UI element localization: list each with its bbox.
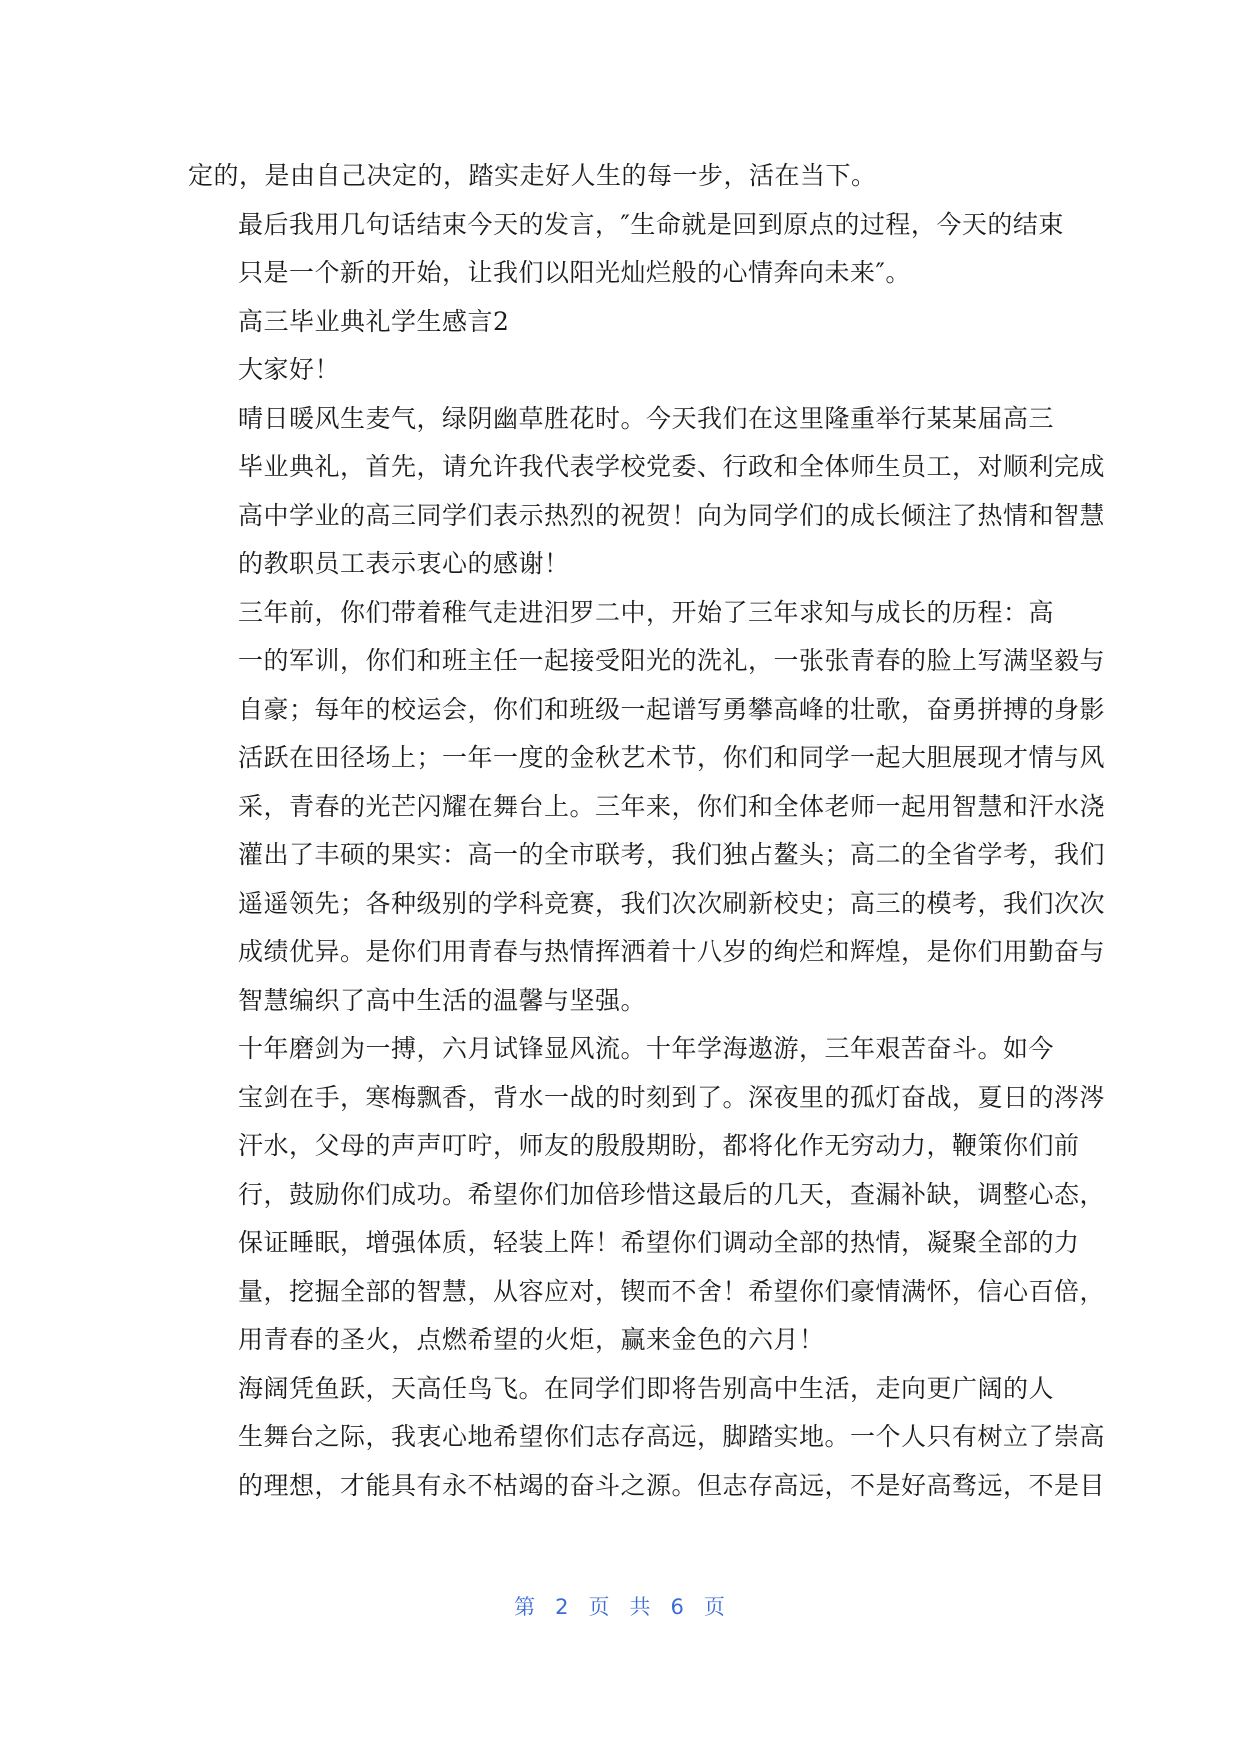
text-line: 智慧编织了高中生活的温馨与坚强。 — [238, 985, 647, 1015]
text-line: 大家好！ — [238, 355, 341, 384]
paragraph — [188, 152, 1052, 201]
footer-word-gong: 共 — [629, 1595, 653, 1619]
text-line: 采，青春的光芒闪耀在舞台上。三年来，你们和全体老师一起用智慧和汗水浇 — [238, 791, 1106, 821]
text-line: 自豪；每年的校运会，你们和班级一起谱写勇攀高峰的壮歌，奋勇拼搏的身影 — [238, 694, 1106, 724]
text-line: 高三毕业典礼学生感言2 — [238, 306, 510, 336]
text-line: 遥遥领先；各种级别的学科竞赛，我们次次刷新校史；高三的模考，我们次次 — [238, 888, 1106, 918]
paragraph — [188, 1025, 1106, 1365]
document-body — [188, 152, 1106, 1510]
page-footer — [0, 1591, 1241, 1621]
text-line: 用青春的圣火，点燃希望的火炬，赢来金色的六月！ — [238, 1325, 825, 1354]
text-line: 三年前，你们带着稚气走进汨罗二中，开始了三年求知与成长的历程：高 — [238, 597, 1055, 627]
paragraph — [188, 298, 1052, 347]
text-line: 只是一个新的开始，让我们以阳光灿烂般的心情奔向未来″。 — [238, 258, 911, 287]
text-line: 成绩优异。是你们用青春与热情挥洒着十八岁的绚烂和辉煌，是你们用勤奋与 — [238, 937, 1106, 966]
footer-word-di: 第 — [514, 1595, 538, 1619]
text-line: 高中学业的高三同学们表示热烈的祝贺！向为同学们的成长倾注了热情和智慧 — [238, 500, 1106, 530]
text-line: 十年磨剑为一搏，六月试锋显风流。十年学海遨游，三年艰苦奋斗。如今 — [238, 1034, 1055, 1063]
paragraph — [188, 201, 1064, 298]
text-line: 晴日暖风生麦气，绿阴幽草胜花时。今天我们在这里隆重举行某某届高三 — [238, 403, 1055, 433]
text-line: 海阔凭鱼跃，天高任鸟飞。在同学们即将告别高中生活，走向更广阔的人 — [238, 1373, 1055, 1403]
text-line: 最后我用几句话结束今天的发言，″生命就是回到原点的过程，今天的结束 — [238, 209, 1064, 239]
text-line: 生舞台之际，我衷心地希望你们志存高远，脚踏实地。一个人只有树立了崇高 — [238, 1422, 1106, 1451]
text-line: 灌出了丰硕的果实：高一的全市联考，我们独占鳌头；高二的全省学考，我们 — [238, 840, 1106, 869]
text-line: 定的，是由自己决定的，踏实走好人生的每一步，活在当下。 — [188, 161, 877, 190]
text-line: 保证睡眠，增强体质，轻装上阵！希望你们调动全部的热情，凝聚全部的力 — [238, 1228, 1080, 1257]
footer-word-ye: 页 — [588, 1595, 612, 1619]
paragraph — [188, 346, 1052, 395]
text-line: 宝剑在手，寒梅飘香，背水一战的时刻到了。深夜里的孤灯奋战，夏日的涔涔 — [238, 1082, 1106, 1112]
text-line: 的理想，才能具有永不枯竭的奋斗之源。但志存高远，不是好高骛远，不是目 — [238, 1470, 1106, 1500]
footer-word-ye2: 页 — [703, 1595, 727, 1619]
text-line: 行，鼓励你们成功。希望你们加倍珍惜这最后的几天，查漏补缺，调整心态， — [238, 1179, 1106, 1209]
text-line: 活跃在田径场上；一年一度的金秋艺术节，你们和同学一起大胆展现才情与风 — [238, 743, 1106, 772]
text-line: 汗水，父母的声声叮咛，师友的殷殷期盼，都将化作无穷动力，鞭策你们前 — [238, 1131, 1080, 1160]
footer-page-current: 2 — [555, 1595, 571, 1619]
text-line: 的教职员工表示衷心的感谢！ — [238, 549, 570, 578]
text-line: 量，挖掘全部的智慧，从容应对，锲而不舍！希望你们豪情满怀，信心百倍， — [238, 1276, 1106, 1306]
paragraph — [188, 1365, 1106, 1511]
footer-page-total: 6 — [670, 1595, 686, 1619]
paragraph — [188, 395, 1106, 589]
paragraph — [188, 589, 1106, 1026]
text-line: 一的军训，你们和班主任一起接受阳光的洗礼，一张张青春的脸上写满坚毅与 — [238, 646, 1106, 675]
text-line: 毕业典礼，首先，请允许我代表学校党委、行政和全体师生员工，对顺利完成 — [238, 452, 1106, 481]
